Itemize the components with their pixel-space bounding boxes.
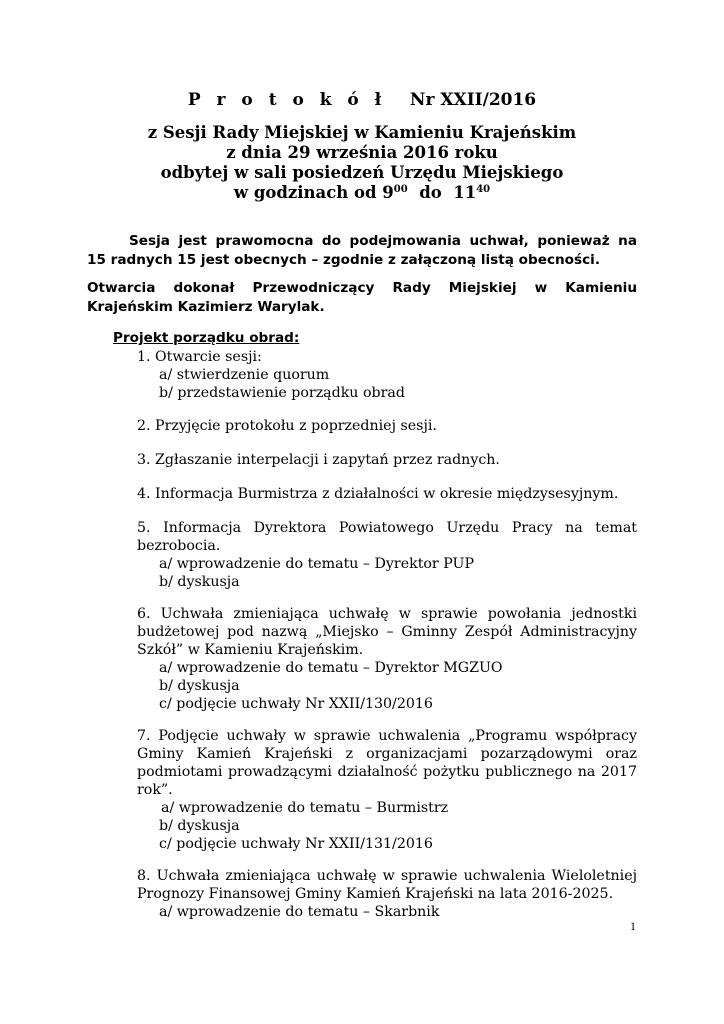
session-line: z Sesji Rady Miejskiej w Kamieniu Krajeńskim [147,123,577,142]
agenda-line: 6. Uchwała zmieniająca uchwałę w sprawie powołania jednostki [137,606,637,622]
agenda-line: a/ wprowadzenie do tematu – Burmistrz [161,800,449,816]
title-label: P r o t o k ó ł [187,90,387,110]
agenda-line: Gminy Kamień Krajeński z organizacjami pozarządowymi oraz [137,746,637,762]
quorum-paragraph: Sesja jest prawomocna do podejmowania uchwał, ponieważ na 15 radnych 15 jest obecnych – zgodnie z załączoną listą obecności. [87,233,637,268]
page-number: 1 [630,919,636,933]
agenda-line: podmiotami prowadzącymi działalność pożytku publicznego na 2017 [137,764,637,780]
agenda-line: a/ stwierdzenie quorum [159,367,330,383]
agenda-line: 1. Otwarcie sesji: [137,349,262,365]
session-location: odbytej w sali posiedzeń Urzędu Miejskiego [160,163,564,182]
agenda-line: bezrobocia. [137,538,221,554]
agenda-line: 8. Uchwała zmieniająca uchwałę w sprawie uchwalenia Wieloletniej [137,868,637,884]
protocol-title [0,90,724,110]
agenda-line: 7. Podjęcie uchwały w sprawie uchwalenia „Programu współpracy [137,728,637,744]
agenda-line: a/ wprowadzenie do tematu – Dyrektor PUP [159,556,475,572]
agenda-line: Prognozy Finansowej Gminy Kamień Krajeński na lata 2016-2025. [137,886,614,902]
agenda-title: Projekt porządku obrad: [113,330,300,346]
session-hours: w godzinach od $9^{00}$ do $11^{40}$ [233,183,491,202]
agenda-line: a/ wprowadzenie do tematu – Dyrektor MGZUO [159,660,503,676]
agenda-line: 4. Informacja Burmistrza z działalności w okresie międzysesyjnym. [137,486,619,502]
title-number: Nr XXII/2016 [409,90,537,110]
agenda-line: b/ dyskusja [159,678,240,694]
agenda-line: Szkół” w Kamieniu Krajeńskim. [137,642,364,658]
agenda-line: c/ podjęcie uchwały Nr XXII/131/2016 [159,836,433,852]
agenda-line: budżetowej pod nazwą „Miejsko – Gminny Zespół Administracyjny [137,624,637,640]
agenda-line: 2. Przyjęcie protokołu z poprzedniej sesji. [137,418,437,434]
agenda-line: c/ podjęcie uchwały Nr XXII/130/2016 [159,696,433,712]
agenda-line: b/ dyskusja [159,574,240,590]
agenda-line: 3. Zgłaszanie interpelacji i zapytań przez radnych. [137,452,500,468]
session-date: z dnia 29 września 2016 roku [226,143,498,162]
agenda-line: 5. Informacja Dyrektora Powiatowego Urzędu Pracy na temat [137,520,637,536]
agenda-line: b/ dyskusja [159,818,240,834]
opening-paragraph: Otwarcia dokonał Przewodniczący Rady Miejskiej w Kamieniu Krajeńskim Kazimierz Warylak. [87,280,637,315]
agenda-line: b/ przedstawienie porządku obrad [159,385,405,401]
agenda-line: rok”. [137,782,173,798]
agenda-line: a/ wprowadzenie do tematu – Skarbnik [159,904,440,920]
